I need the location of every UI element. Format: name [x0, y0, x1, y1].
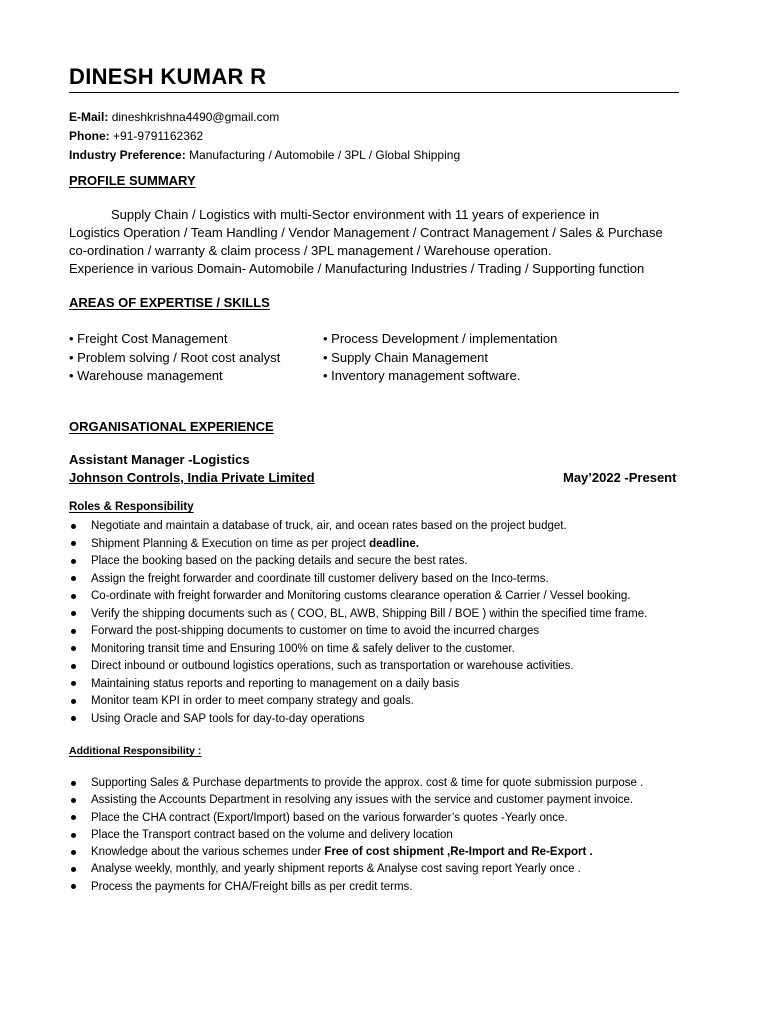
skill-item: • Process Development / implementation [323, 331, 558, 346]
list-item: Knowledge about the various schemes under Free of cost shipment ,Re-Import and Re-Export . [69, 844, 709, 861]
bullet-icon [71, 611, 76, 616]
bullet-icon [71, 699, 76, 704]
additional-responsibility-heading: Additional Responsibility : [69, 745, 202, 757]
phone-line [69, 127, 460, 146]
industry-line [69, 146, 460, 165]
skill-item: • Inventory management software. [323, 368, 521, 383]
skill-item: • Problem solving / Root cost analyst [69, 349, 281, 365]
job-title: Assistant Manager -Logistics [69, 452, 250, 467]
experience-heading: ORGANISATIONAL EXPERIENCE [69, 419, 274, 434]
email-line [69, 108, 460, 127]
bullet-icon [71, 559, 76, 564]
summary-line: Experience in various Domain- Automobile / Manufacturing Industries / Trading / Supporting function [69, 261, 645, 276]
bullet-icon [71, 576, 76, 581]
list-item: Monitor team KPI in order to meet company strategy and goals. [69, 693, 709, 711]
candidate-name: DINESH KUMAR R [69, 64, 267, 89]
bullet-icon [71, 798, 76, 803]
bullet-icon [71, 664, 76, 669]
list-item: Place the booking based on the packing details and secure the best rates. [69, 553, 709, 571]
roles-list [69, 518, 709, 728]
list-item: Place the Transport contract based on the volume and delivery location [69, 827, 709, 844]
email-value[interactable]: dineshkrishna4490@gmail.com [111, 110, 280, 124]
bullet-icon [71, 594, 76, 599]
bullet-icon [71, 681, 76, 686]
summary-line: Supply Chain / Logistics with multi-Sector environment with 11 years of experience in [111, 207, 600, 222]
list-item: Negotiate and maintain a database of truck, air, and ocean rates based on the project budget. [69, 518, 709, 536]
bullet-icon [71, 867, 76, 872]
bullet-icon [71, 850, 76, 855]
industry-label: Industry Preference: [69, 148, 186, 162]
list-item: Co-ordinate with freight forwarder and Monitoring customs clearance operation & Carrier / Vessel booking. [69, 588, 709, 606]
list-item: Supporting Sales & Purchase departments to provide the approx. cost & time for quote submission purpose . [69, 775, 709, 792]
bullet-icon [71, 884, 76, 889]
list-item: Assign the freight forwarder and coordinate till customer delivery based on the Inco-terms. [69, 571, 709, 589]
company-name: Johnson Controls, India Private Limited [69, 470, 315, 485]
list-item: Direct inbound or outbound logistics operations, such as transportation or warehouse activities. [69, 658, 709, 676]
bullet-icon [71, 833, 76, 838]
additional-responsibility-list [69, 775, 709, 896]
skill-item: • Supply Chain Management [323, 349, 488, 365]
skills-heading: AREAS OF EXPERTISE / SKILLS [69, 295, 270, 310]
employment-dates: May’2022 -Present [563, 470, 677, 485]
contact-block [69, 108, 460, 165]
profile-summary-heading: PROFILE SUMMARY [69, 173, 196, 188]
list-item: Forward the post-shipping documents to customer on time to avoid the incurred charges [69, 623, 709, 641]
list-item: Place the CHA contract (Export/Import) based on the various forwarder’s quotes -Yearly once. [69, 810, 709, 827]
list-item: Verify the shipping documents such as ( COO, BL, AWB, Shipping Bill / BOE ) within the specified time frame. [69, 606, 709, 624]
email-label: E-Mail: [69, 110, 109, 124]
profile-summary-text [69, 206, 689, 278]
phone-value: +91-9791162362 [113, 129, 204, 143]
industry-value: Manufacturing / Automobile / 3PL / Global Shipping [189, 148, 461, 162]
list-item: Shipment Planning & Execution on time as per project deadline. [69, 536, 709, 554]
summary-line: Logistics Operation / Team Handling / Vendor Management / Contract Management / Sales & Purchase [69, 225, 663, 240]
bullet-icon [71, 716, 76, 721]
bullet-icon [71, 781, 76, 786]
list-item: Using Oracle and SAP tools for day-to-day operations [69, 711, 709, 729]
skill-item: • Freight Cost Management [69, 331, 228, 346]
bullet-icon [71, 541, 76, 546]
header-divider [69, 92, 679, 93]
phone-label: Phone: [69, 129, 110, 143]
bullet-icon [71, 524, 76, 529]
list-item: Process the payments for CHA/Freight bills as per credit terms. [69, 879, 709, 896]
list-item: Maintaining status reports and reporting to management on a daily basis [69, 676, 709, 694]
bullet-icon [71, 629, 76, 634]
summary-line: co-ordination / warranty & claim process / 3PL management / Warehouse operation. [69, 243, 552, 258]
skills-column-left [69, 330, 280, 386]
skills-column-right [323, 330, 557, 386]
roles-heading: Roles & Responsibility [69, 501, 194, 513]
list-item: Monitoring transit time and Ensuring 100% on time & safely deliver to the customer. [69, 641, 709, 659]
skill-item: • Warehouse management [69, 368, 223, 383]
bullet-icon [71, 815, 76, 820]
bullet-icon [71, 646, 76, 651]
list-item: Analyse weekly, monthly, and yearly shipment reports & Analyse cost saving report Yearly once . [69, 861, 709, 878]
list-item: Assisting the Accounts Department in resolving any issues with the service and customer payment invoice. [69, 792, 709, 809]
